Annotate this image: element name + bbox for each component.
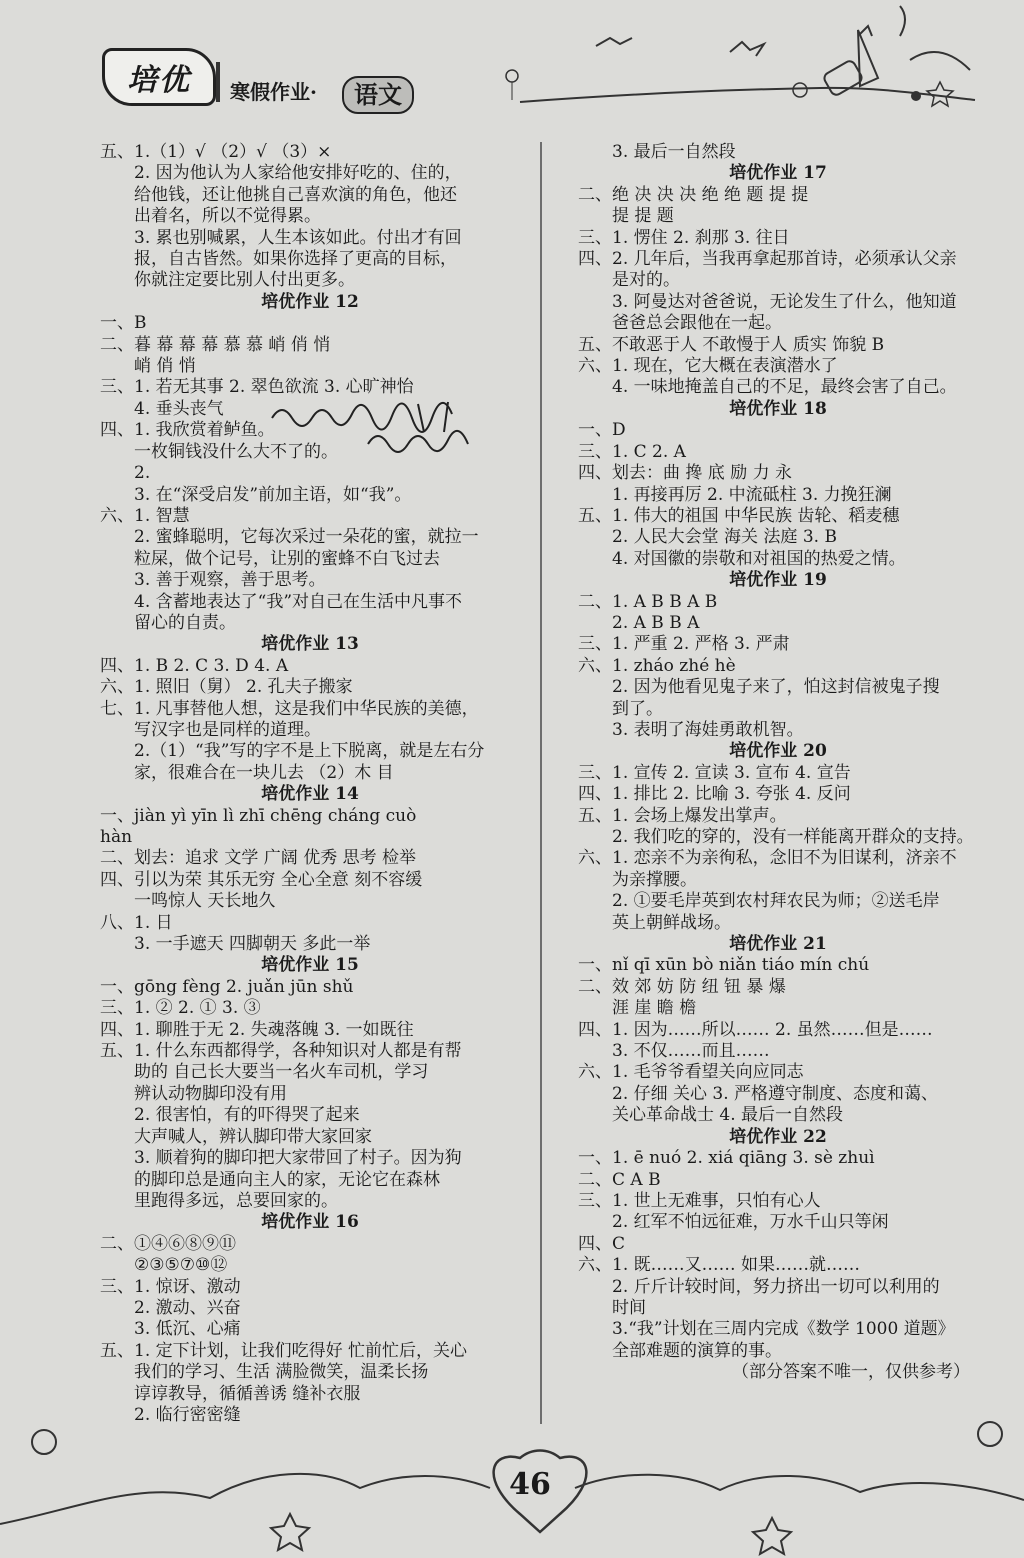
answer-line: 3. 一手遮天 四脚朝天 多此一举 xyxy=(134,934,371,955)
answer-line: 六、1. 毛爷爷看望关向应同志 xyxy=(578,1062,804,1083)
answer-line: 八、1. 日 xyxy=(100,912,173,933)
page-number: 46 xyxy=(509,1467,551,1502)
answer-line: 2. xyxy=(134,463,151,484)
answer-line: 四、划去：曲 搀 底 励 力 永 xyxy=(578,463,793,484)
answer-line: 五、1. 什么东西都得学，各种知识对人都是有帮 xyxy=(100,1041,462,1062)
answer-line: 大声喊人，辨认脚印带大家回家 xyxy=(134,1126,372,1147)
answer-line: 六、1. 恋亲不为亲徇私，念旧不为旧谋利，济亲不 xyxy=(578,848,957,869)
answer-line: 五、1. 定下计划，让我们吃得好 忙前忙后，关心 xyxy=(100,1340,468,1361)
answer-line: 3. 在“深受启发”前加主语，如“我”。 xyxy=(134,484,412,505)
answer-line: 一、B xyxy=(100,313,147,334)
answer-line: 3. 顺着狗的脚印把大家带回了村子。因为狗 xyxy=(134,1148,462,1169)
answer-line: 六、1. 照旧（舅） 2. 孔夫子搬家 xyxy=(100,677,353,698)
answer-line: 2. 我们吃的穿的，没有一样能离开群众的支持。 xyxy=(612,827,974,847)
answer-line: hàn xyxy=(100,827,133,847)
answer-line: 三、1. ② 2. ① 3. ③ xyxy=(100,998,261,1019)
answer-line: 出着名，所以不觉得累。 xyxy=(134,206,321,227)
answer-line: 4. 垂头丧气 xyxy=(134,398,224,419)
page-header xyxy=(0,0,1024,140)
answer-line: 四、1. 我欣赏着鲈鱼。 xyxy=(100,420,275,441)
answer-line: 四、引以为荣 其乐无穷 全心全意 刻不容缓 xyxy=(100,869,423,890)
answer-line: ②③⑤⑦⑩⑫ xyxy=(134,1255,228,1276)
handwritten-note xyxy=(268,398,488,468)
answer-line: 你就注定要比别人付出更多。 xyxy=(134,270,355,291)
answer-line: 3.“我”计划在三周内完成《数学 1000 道题》 xyxy=(612,1319,955,1340)
subject-badge: 语文 xyxy=(342,76,414,114)
answer-line: 三、1. C 2. A xyxy=(578,441,686,462)
answer-line: 2. ①要毛岸英到农村拜农民为师；②送毛岸 xyxy=(612,891,940,912)
answer-line: 七、1. 凡事替他人想，这是我们中华民族的美德， xyxy=(100,698,479,719)
answer-line: 是对的。 xyxy=(612,270,680,291)
answer-line: 到了。 xyxy=(612,698,663,719)
column-divider xyxy=(540,142,542,1424)
answer-line: 四、C xyxy=(578,1233,626,1254)
answer-line: 六、1. zháo zhé hè xyxy=(578,655,736,676)
answer-line: 二、C A B xyxy=(578,1169,661,1190)
answer-line: 六、1. 现在，它大概在表演潜水了 xyxy=(578,356,838,377)
answer-line: 3. 不仅……而且…… xyxy=(612,1041,770,1062)
handwriting-scribble xyxy=(268,398,488,468)
answer-line: 一枚铜钱没什么大不了的。 xyxy=(134,441,338,462)
answer-line: 家，很难合在一块儿去 （2）木 目 xyxy=(134,762,394,783)
answer-line: 我们的学习、生活 满脸微笑，温柔长扬 xyxy=(134,1362,429,1383)
answer-line: 五、1. 会场上爆发出掌声。 xyxy=(578,805,787,826)
answer-line: 四、2. 几年后，当我再拿起那首诗，必须承认父亲 xyxy=(578,249,957,270)
answer-line: 四、1. 聊胜于无 2. 失魂落魄 3. 一如既往 xyxy=(100,1019,414,1040)
answer-line: 粒屎，做个记号，让别的蜜蜂不白飞过去 xyxy=(134,548,440,569)
section-title: 培优作业 18 xyxy=(729,398,827,419)
answer-line: 报，自古皆然。如果你选择了更高的目标， xyxy=(134,249,457,270)
answer-line: 2. 人民大会堂 海关 法庭 3. B xyxy=(612,527,837,548)
answer-line: 一鸣惊人 天长地久 xyxy=(134,891,276,912)
answer-line: 3. 最后一自然段 xyxy=(612,142,736,162)
section-title: 培优作业 22 xyxy=(729,1126,827,1147)
answer-line: 2. A B B A xyxy=(612,612,700,633)
answer-line: 全部难题的演算的事。 xyxy=(612,1340,782,1361)
logo-text: 培优 xyxy=(127,63,191,98)
section-title: 培优作业 13 xyxy=(261,634,359,655)
logo xyxy=(102,48,216,106)
answer-line: 4. 一味地掩盖自己的不足，最终会害了自己。 xyxy=(612,377,957,398)
answer-line: 三、1. 严重 2. 严格 3. 严肃 xyxy=(578,634,790,655)
left-column xyxy=(100,142,520,1426)
answer-line: 2.（1）“我”写的字不是上下脱离，就是左右分 xyxy=(134,741,485,762)
answer-line: 一、1. ē nuó 2. xiá qiāng 3. sè zhuì xyxy=(578,1148,875,1169)
answer-line: 峭 俏 悄 xyxy=(134,356,196,377)
section-title: 培优作业 21 xyxy=(729,934,827,955)
answer-line: 4. 对国徽的崇敬和对祖国的热爱之情。 xyxy=(612,548,906,569)
answer-line: 2. 红军不怕远征难，万水千山只等闲 xyxy=(612,1212,889,1233)
answer-line: 二、效 郊 妨 防 纽 钮 暴 爆 xyxy=(578,976,786,997)
answer-line: 六、1. 智慧 xyxy=(100,505,190,526)
answer-line: 三、1. 若无其事 2. 翠色欲流 3. 心旷神怡 xyxy=(100,377,414,398)
answer-line: 辨认动物脚印没有用 xyxy=(134,1083,287,1104)
answer-line: 1. 再接再厉 2. 中流砥柱 3. 力挽狂澜 xyxy=(612,484,892,505)
section-title: 培优作业 16 xyxy=(261,1212,359,1233)
answer-line: 涯 崖 瞻 檐 xyxy=(612,998,697,1019)
answer-line: 二、暮 幕 幕 幕 慕 慕 峭 俏 悄 xyxy=(100,334,331,355)
answer-line: 二、1. A B B A B xyxy=(578,591,718,612)
answer-line: 提 提 题 xyxy=(612,206,674,227)
answer-line: 爸爸总会跟他在一起。 xyxy=(612,313,782,334)
answer-line: 关心革命战士 4. 最后一自然段 xyxy=(612,1105,844,1126)
header-subtitle: 寒假作业· xyxy=(230,80,317,104)
answer-line: 一、jiàn yì yīn lì zhī chēng cháng cuò xyxy=(100,805,417,826)
answer-line: 四、1. 因为……所以…… 2. 虽然……但是…… xyxy=(578,1019,933,1040)
answer-line: 五、1.（1）√ （2）√ （3）× xyxy=(100,142,332,162)
answer-line: 3. 低沉、心痛 xyxy=(134,1319,241,1340)
answer-line: 2. 仔细 关心 3. 严格遵守制度、态度和蔼、 xyxy=(612,1083,939,1104)
answer-line: 2. 临行密密缝 xyxy=(134,1404,241,1425)
answer-line: 的脚印总是通向主人的家，无论它在森林 xyxy=(134,1169,440,1190)
answer-line: 五、不敢恶于人 不敢慢于人 质实 饰貌 B xyxy=(578,334,885,355)
answer-line: 四、1. 排比 2. 比喻 3. 夸张 4. 反问 xyxy=(578,784,851,805)
answer-line: 三、1. 愣住 2. 刹那 3. 往日 xyxy=(578,227,790,248)
answer-line: 英上朝鲜战场。 xyxy=(612,912,731,933)
answer-line: 写汉字也是同样的道理。 xyxy=(134,719,321,740)
footnote: （部分答案不唯一，仅供参考） xyxy=(732,1362,970,1383)
answer-line: 2. 激动、兴奋 xyxy=(134,1297,241,1318)
answer-line: 助的 自己长大要当一名火车司机，学习 xyxy=(134,1062,429,1083)
answer-line: 谆谆教导，循循善诱 缝补衣服 xyxy=(134,1383,361,1404)
answer-line: 三、1. 宣传 2. 宣读 3. 宣布 4. 宣告 xyxy=(578,762,851,783)
answer-line: 六、1. 既……又…… 如果……就…… xyxy=(578,1255,861,1276)
answer-line: 2. 因为他看见鬼子来了，怕这封信被鬼子搜 xyxy=(612,677,940,698)
answer-line: 3. 阿曼达对爸爸说，无论发生了什么，他知道 xyxy=(612,291,957,312)
answer-line: 二、划去：追求 文学 广阔 优秀 思考 检举 xyxy=(100,848,417,869)
answer-line: 三、1. 世上无难事，只怕有心人 xyxy=(578,1190,821,1211)
answer-line: 里跑得多远，总要回家的。 xyxy=(134,1190,338,1211)
answer-line: 3. 累也别喊累，人生本该如此。付出才有回 xyxy=(134,227,462,248)
answer-line: 一、gōng fèng 2. juǎn jūn shǔ xyxy=(100,976,354,997)
right-column xyxy=(578,142,978,1384)
answer-line: 一、nǐ qī xūn bò niǎn tiáo mín chú xyxy=(578,955,870,976)
section-title: 培优作业 17 xyxy=(729,163,827,184)
answer-line: 3. 表明了海娃勇敢机智。 xyxy=(612,719,804,740)
header-separator xyxy=(216,62,220,102)
answer-line: 2. 斤斤计较时间，努力挤出一切可以利用的 xyxy=(612,1276,940,1297)
answer-line: 时间 xyxy=(612,1297,646,1318)
section-title: 培优作业 19 xyxy=(729,570,827,591)
answer-line: 为亲撑腰。 xyxy=(612,869,697,890)
answer-line: 4. 含蓄地表达了“我”对自己在生活中凡事不 xyxy=(134,591,463,612)
answer-line: 2. 很害怕，有的吓得哭了起来 xyxy=(134,1105,360,1126)
answer-line: 2. 因为他认为人家给他安排好吃的、住的， xyxy=(134,163,462,184)
answer-line: 一、D xyxy=(578,420,626,441)
section-title: 培优作业 15 xyxy=(261,955,359,976)
answer-line: 二、绝 决 决 决 绝 绝 题 提 提 xyxy=(578,184,809,205)
section-title: 培优作业 12 xyxy=(261,291,359,312)
answer-line: 三、1. 惊讶、激动 xyxy=(100,1276,241,1297)
answer-line: 3. 善于观察，善于思考。 xyxy=(134,570,326,591)
answer-line: 留心的自责。 xyxy=(134,612,236,633)
answer-line: 四、1. B 2. C 3. D 4. A xyxy=(100,655,289,676)
section-title: 培优作业 14 xyxy=(261,784,359,805)
answer-line: 二、①④⑥⑧⑨⑪ xyxy=(100,1233,236,1254)
answer-line: 五、1. 伟大的祖国 中华民族 齿轮、稻麦穗 xyxy=(578,505,900,526)
section-title: 培优作业 20 xyxy=(729,741,827,762)
answer-line: 给他钱，还让他挑自己喜欢演的角色，他还 xyxy=(134,184,457,205)
answer-line: 2. 蜜蜂聪明，它每次采过一朵花的蜜，就拉一 xyxy=(134,527,479,548)
